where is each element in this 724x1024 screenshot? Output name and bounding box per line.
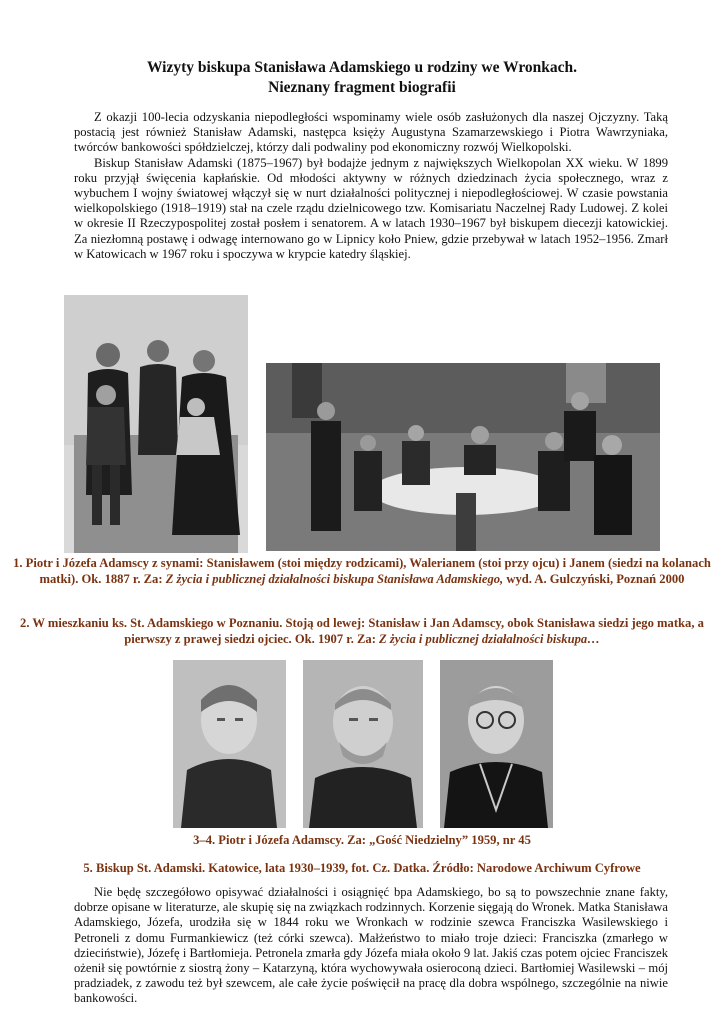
caption-2-title: Z życia i publicznej działalności biskupa… bbox=[379, 632, 600, 646]
caption-1-title: Z życia i publicznej działalności biskupa Stanisława Adamskiego, bbox=[165, 572, 504, 586]
caption-1 bbox=[10, 555, 714, 587]
intro-paragraph-1: Z okazji 100-lecia odzyskania niepodległości wspominamy wiele osób zasłużonych dla naszej Ojczyzny. Taką postacią jest również Stanisław Adamski, następca księży Augustyna Szamarzewskiego i Piotra Wawrzyniaka, twórców bankowości spółdzielczej, którzy dali podwaliny pod ekonomiczny rozwój Wielkopolski. bbox=[74, 110, 668, 155]
photo-apartment-poznan-1907 bbox=[266, 363, 660, 551]
caption-2 bbox=[10, 615, 714, 647]
title-line-2: Nieznany fragment biografii bbox=[268, 79, 456, 96]
caption-1-text: 1. Piotr i Józefa Adamscy z synami: Stanisławem (stoi między rodzicami), Walerianem (stoi przy ojcu) i Janem (siedzi na kolanach matki). Ok. 1887 r. Za: bbox=[13, 556, 711, 586]
body-text bbox=[74, 885, 668, 1007]
caption-3-4: 3–4. Piotr i Józefa Adamscy. Za: „Gość Niedzielny” 1959, nr 45 bbox=[193, 833, 531, 847]
article-title bbox=[60, 58, 664, 98]
intro-text bbox=[74, 110, 668, 262]
photo-family-portrait-1887 bbox=[64, 295, 248, 553]
caption-5: 5. Biskup St. Adamski. Katowice, lata 1930–1939, fot. Cz. Datka. Źródło: Narodowe Archiwum Cyfrowe bbox=[83, 861, 641, 875]
caption-2-text: 2. W mieszkaniu ks. St. Adamskiego w Poznaniu. Stoją od lewej: Stanisław i Jan Adamscy, obok Stanisława siedzi jego matka, a pierwszy z prawej siedzi ojciec. Ok. 1907 r. Za: bbox=[20, 616, 704, 646]
photo-bishop-adamski bbox=[440, 660, 553, 828]
photo-piotr-adamski bbox=[303, 660, 423, 828]
caption-1-source: wyd. A. Gulczyński, Poznań 2000 bbox=[503, 572, 685, 586]
photo-jozefa-adamska bbox=[173, 660, 286, 828]
title-line-1: Wizyty biskupa Stanisława Adamskiego u rodziny we Wronkach. bbox=[146, 59, 578, 76]
intro-paragraph-2: Biskup Stanisław Adamski (1875–1967) był bodajże jednym z największych Wielkopolan XX wieku. W 1899 roku przyjął święcenia kapłańskie. Od młodości aktywny w różnych dziedzinach życia społecznego, wraz z wybuchem I wojny światowej włączył się w nurt działalności politycznej i niepodległościowej. W czasie powstania wielkopolskiego (1918–1919) stał na czele rządu dzielnicowego tzw. Komisariatu Naczelnej Rady Ludowej. Z kolei w okresie II Rzeczypospolitej został posłem i senatorem. A w latach 1930–1967 był biskupem diecezji katowickiej. Za niezłomną postawę i odwagę internowano go w Lipnicy koło Pniew, gdzie przebywał w latach 1952–1956. Zmarł w Katowicach w 1967 roku i spoczywa w krypcie katedry śląskiej. bbox=[74, 155, 668, 261]
body-paragraph-3: Nie będę szczegółowo opisywać działalności i osiągnięć bpa Adamskiego, bo są to powszechnie znane fakty, dobrze opisane w literaturze, ale skupię się na związkach rodzinnych. Korzenie sięgają do Wronek. Matka Stanisława Adamskiego, Józefa, urodziła się w 1844 roku we Wronkach w rodzinie szewca Franciszka Wasilewskiego i Petroneli z domu Furmankiewicz (też córki szewca). Małżeństwo to miało troje dzieci: Franciszka (zmarłego w dzieciństwie), Józefę i Bartłomieja. Petronela zmarła gdy Józefa miała około 9 lat. Jakiś czas potem ojciec Franciszek ożenił się powtórnie z siostrą żony – Katarzyną, która wychowywała osieroconą dzieci. Bartłomiej Wasilewski – mój pradziadek, z zawodu też był szewcem, ale całe życie poświęcił na pracę dla dobra wspólnego, szczególnie na niwie bankowości. bbox=[74, 885, 668, 1006]
